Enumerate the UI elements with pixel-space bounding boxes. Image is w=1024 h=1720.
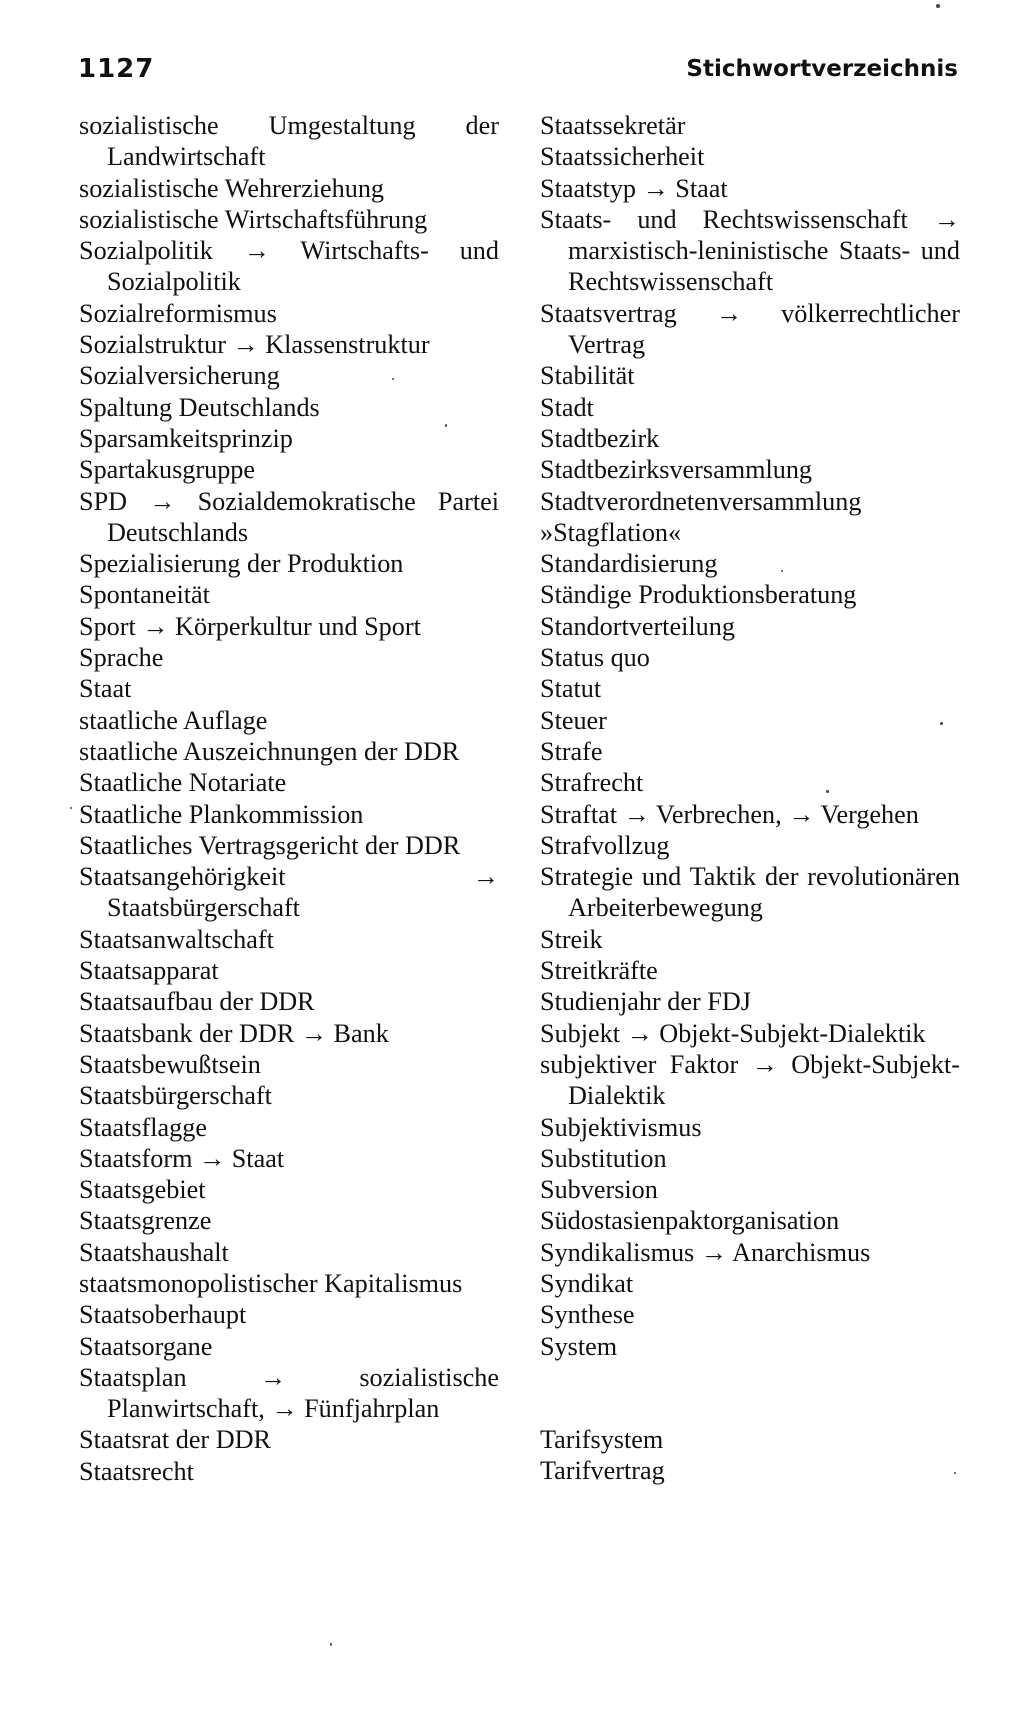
- index-entry: Staatsgebiet: [79, 1175, 206, 1205]
- index-entry: Standardisierung: [540, 549, 718, 579]
- index-entry: Statut: [540, 674, 602, 704]
- index-entry: Staatsrecht: [79, 1456, 194, 1486]
- index-entry: Syndikalismus → Anarchismus: [540, 1237, 871, 1267]
- index-entry: Staatsorgane: [79, 1331, 213, 1361]
- index-entry: Spaltung Deutschlands: [79, 392, 320, 422]
- index-entry: Südostasienpaktorganisation: [540, 1206, 840, 1236]
- scan-speck: [940, 722, 943, 725]
- index-entry: sozialistische Wehrerziehung: [79, 173, 385, 203]
- index-entry: Stadtbezirksversammlung: [540, 455, 813, 485]
- index-entry: Staatsbürgerschaft: [79, 1081, 272, 1111]
- index-entry: Staatsrat der DDR: [79, 1425, 271, 1455]
- index-entry: Sozialpolitik → Wirtschafts- und Sozialpolitik: [79, 236, 499, 297]
- running-head: Stichwortverzeichnis: [686, 56, 958, 82]
- index-entry: Staatsanwaltschaft: [79, 924, 274, 954]
- index-entry: Stadt: [540, 392, 594, 422]
- index-entry: Status quo: [540, 643, 650, 673]
- index-entry: Staatsangehörigkeit → Staatsbürgerschaft: [79, 862, 499, 923]
- index-entry: Staatsform → Staat: [79, 1143, 285, 1173]
- index-entry: System: [540, 1331, 618, 1361]
- index-entry: Sozialreformismus: [79, 298, 277, 328]
- index-entry: Staatsbewußtsein: [79, 1049, 261, 1079]
- index-entry: Spontaneität: [79, 580, 210, 610]
- index-entry: Sozialversicherung: [79, 361, 280, 391]
- index-entry: Staatsgrenze: [79, 1206, 212, 1236]
- index-entry: Strafrecht: [540, 768, 644, 798]
- index-entry: Staatsapparat: [79, 956, 219, 986]
- index-entry: Synthese: [540, 1300, 635, 1330]
- index-entry: Strafvollzug: [540, 830, 670, 860]
- index-entry: Stadtbezirk: [540, 423, 660, 453]
- index-entry: Subjekt → Objekt-Subjekt-Dialektik: [540, 1018, 926, 1048]
- scan-speck: [781, 570, 783, 572]
- index-entry: Sport → Körperkultur und Sport: [79, 611, 421, 641]
- index-entry: Straftat → Verbrechen, → Vergehen: [540, 799, 919, 829]
- index-entry: Syndikat: [540, 1268, 634, 1298]
- index-entry: Staatsoberhaupt: [79, 1300, 247, 1330]
- index-entry: Stadtverordnetenversammlung: [540, 486, 862, 516]
- index-entry: Standortverteilung: [540, 611, 735, 641]
- page-header: [78, 54, 958, 88]
- index-entry: Staatsplan → sozialistische Planwirtschaft, → Fünfjahrplan: [79, 1362, 499, 1424]
- index-entry: Staatshaushalt: [79, 1237, 229, 1267]
- index-entry: sozialistische Umgestaltung der Landwirtschaft: [79, 111, 499, 172]
- scan-speck: [936, 4, 940, 8]
- index-column-left: [79, 110, 499, 1487]
- index-entry: staatsmonopolistischer Kapitalismus: [79, 1268, 463, 1298]
- letter-group-gap: [540, 1362, 960, 1424]
- scan-speck: [445, 424, 447, 427]
- index-entry: Studienjahr der FDJ: [540, 987, 751, 1017]
- index-entry: Spartakusgruppe: [79, 455, 255, 485]
- index-entry: Subversion: [540, 1175, 658, 1205]
- index-entry: Staatliche Plankommission: [79, 799, 364, 829]
- index-entry: Tarifsystem: [540, 1424, 664, 1454]
- index-entry: Staatsaufbau der DDR: [79, 987, 315, 1017]
- index-entry: Sparsamkeitsprinzip: [79, 423, 293, 453]
- index-column-right: [540, 110, 960, 1486]
- scan-speck: [826, 790, 829, 793]
- index-entry: Staatssekretär: [540, 111, 686, 140]
- index-entry: Tarifvertrag: [540, 1456, 665, 1486]
- index-group-s: [540, 110, 960, 1362]
- scan-speck: [70, 807, 72, 809]
- index-entry: Staatliches Vertragsgericht der DDR: [79, 830, 461, 860]
- index-entry: Staats- und Rechtswissenschaft → marxistisch-leninistische Staats- und Rechtswissenschaft: [540, 204, 960, 297]
- index-entry: Streik: [540, 924, 603, 954]
- index-entry: Strategie und Taktik der revolutionären Arbeiterbewegung: [540, 862, 960, 923]
- index-entry: Staatliche Notariate: [79, 768, 287, 798]
- index-entry: subjektiver Faktor → Objekt-Subjekt-Dialektik: [540, 1049, 960, 1111]
- index-entry: Subjektivismus: [540, 1112, 702, 1142]
- index-entry: sozialistische Wirtschaftsführung: [79, 204, 428, 234]
- index-entry: Strafe: [540, 736, 603, 766]
- index-entry: Sprache: [79, 643, 164, 673]
- index-entry: Staat: [79, 674, 132, 704]
- index-entry: Stabilität: [540, 361, 635, 391]
- index-entry: Streitkräfte: [540, 956, 658, 986]
- scan-speck: [330, 1643, 332, 1646]
- index-entry: Staatsflagge: [79, 1112, 207, 1142]
- index-entry: »Stagflation«: [540, 517, 682, 547]
- index-entry: staatliche Auszeichnungen der DDR: [79, 736, 460, 766]
- index-entry: Ständige Produktionsberatung: [540, 580, 857, 610]
- index-entry: Steuer: [540, 705, 607, 735]
- scan-speck: [392, 378, 394, 380]
- scan-speck: [954, 1472, 956, 1474]
- index-entry: Staatsvertrag → völkerrechtlicher Vertrag: [540, 298, 960, 360]
- index-entry: Staatsbank der DDR → Bank: [79, 1018, 389, 1048]
- index-entry: SPD → Sozialdemokratische Partei Deutschlands: [79, 486, 499, 547]
- index-group-t: [540, 1424, 960, 1487]
- index-entry: Staatssicherheit: [540, 142, 705, 172]
- index-entry: Sozialstruktur → Klassenstruktur: [79, 330, 430, 360]
- page-number: 1127: [78, 54, 155, 84]
- index-entry: staatliche Auflage: [79, 705, 268, 735]
- index-entry: Substitution: [540, 1143, 667, 1173]
- index-entry: Spezialisierung der Produktion: [79, 549, 404, 579]
- index-entry: Staatstyp → Staat: [540, 173, 728, 203]
